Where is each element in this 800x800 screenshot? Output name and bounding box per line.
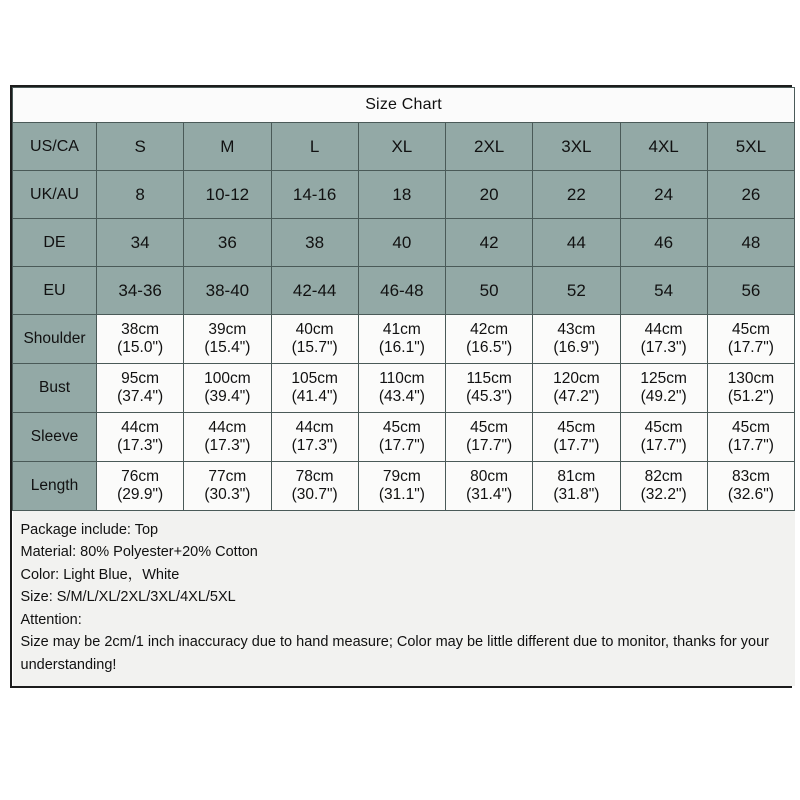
size-cell: 52 — [533, 267, 620, 315]
size-cell: 36 — [184, 219, 271, 267]
measurement-cell — [184, 413, 271, 462]
measurement-cell — [358, 315, 445, 364]
measurement-inch: (47.2") — [553, 388, 600, 405]
measurement-inch: (17.3") — [204, 437, 251, 454]
measurement-cell — [184, 462, 271, 511]
measurement-cell — [358, 413, 445, 462]
measurement-inch: (45.3") — [466, 388, 513, 405]
measurement-row — [13, 364, 795, 413]
measurement-inch: (30.3") — [204, 486, 251, 503]
measurement-inch: (29.9") — [117, 486, 164, 503]
measurement-cell — [271, 364, 358, 413]
measurement-cm: 44cm — [644, 320, 683, 338]
size-system-row — [13, 171, 795, 219]
note-line: Color: Light Blue，White — [20, 566, 180, 583]
product-notes-row — [13, 511, 795, 687]
measurement-cm: 125cm — [640, 369, 687, 387]
measurement-cm: 120cm — [553, 369, 600, 387]
size-cell: 20 — [446, 171, 533, 219]
measurement-cm: 79cm — [382, 467, 421, 485]
measurement-cm: 110cm — [379, 369, 425, 387]
measurement-cell — [446, 315, 533, 364]
size-cell: M — [184, 123, 271, 171]
product-notes — [21, 519, 789, 676]
measurement-inch: (31.8") — [553, 486, 600, 503]
size-cell: 8 — [97, 171, 184, 219]
measurement-inch: (17.7") — [640, 437, 687, 454]
measurement-inch: (17.3") — [640, 339, 687, 356]
measurement-cell — [271, 462, 358, 511]
measurement-cell — [707, 364, 794, 413]
measurement-inch: (16.9") — [553, 339, 600, 356]
measurement-inch: (30.7") — [291, 486, 338, 503]
measurement-cell — [446, 413, 533, 462]
measurement-cm: 45cm — [731, 418, 770, 436]
measurement-cell — [707, 462, 794, 511]
measurement-inch: (15.0") — [117, 339, 164, 356]
measurement-cell — [446, 462, 533, 511]
measurement-cell — [271, 315, 358, 364]
measurement-cell — [97, 413, 184, 462]
measurement-inch: (17.3") — [117, 437, 164, 454]
measurement-inch: (17.7") — [727, 437, 774, 454]
note-line: Attention: — [20, 611, 82, 628]
measurement-cm: 82cm — [644, 467, 683, 485]
measurement-inch: (17.7") — [727, 339, 774, 356]
measurement-cm: 77cm — [208, 467, 247, 485]
size-cell: 22 — [533, 171, 620, 219]
measurement-cell — [533, 364, 620, 413]
size-cell: 26 — [707, 171, 794, 219]
measurement-cell — [620, 364, 707, 413]
measurement-cell — [184, 364, 271, 413]
measurement-inch: (15.7") — [291, 339, 338, 356]
measurement-cm: 44cm — [208, 418, 247, 436]
size-cell: 14-16 — [271, 171, 358, 219]
size-system-row — [13, 123, 795, 171]
size-cell: 34-36 — [97, 267, 184, 315]
size-system-row — [13, 267, 795, 315]
measurement-cell — [97, 462, 184, 511]
measurement-row — [13, 315, 795, 364]
size-cell: XL — [358, 123, 445, 171]
measurement-cell — [533, 315, 620, 364]
size-chart-container — [10, 85, 792, 688]
size-cell: 5XL — [707, 123, 794, 171]
note-line: Material: 80% Polyester+20% Cotton — [20, 544, 258, 561]
measurement-inch: (41.4") — [291, 388, 338, 405]
size-system-row — [13, 219, 795, 267]
measurement-cm: 38cm — [121, 320, 160, 338]
size-cell: 54 — [620, 267, 707, 315]
measurement-cell — [620, 315, 707, 364]
row-label-bust: Bust — [13, 364, 97, 413]
row-label-eu: EU — [13, 267, 97, 315]
row-label-us-ca: US/CA — [13, 123, 97, 171]
measurement-inch: (16.1") — [378, 339, 425, 356]
measurement-row — [13, 462, 795, 511]
measurement-cm: 115cm — [466, 369, 512, 387]
measurement-cm: 43cm — [557, 320, 596, 338]
measurement-inch: (17.7") — [553, 437, 600, 454]
measurement-cm: 45cm — [470, 418, 509, 436]
measurement-inch: (17.3") — [291, 437, 338, 454]
measurement-cell — [358, 364, 445, 413]
measurement-cell — [620, 413, 707, 462]
note-line: Package include: Top — [20, 522, 159, 538]
measurement-cm: 41cm — [382, 320, 421, 338]
measurement-cm: 40cm — [295, 320, 334, 338]
size-cell: 44 — [533, 219, 620, 267]
product-notes-cell — [13, 511, 795, 687]
size-cell: 34 — [97, 219, 184, 267]
measurement-inch: (43.4") — [378, 388, 425, 405]
measurement-cell — [184, 315, 271, 364]
size-cell: 3XL — [533, 123, 620, 171]
size-cell: 46-48 — [358, 267, 445, 315]
measurement-cm: 81cm — [557, 467, 596, 485]
row-label-uk-au: UK/AU — [13, 171, 97, 219]
measurement-cm: 76cm — [121, 467, 160, 485]
measurement-inch: (32.2") — [640, 486, 687, 503]
measurement-cm: 105cm — [291, 369, 338, 387]
measurement-cm: 45cm — [731, 320, 770, 338]
measurement-inch: (32.6") — [727, 486, 774, 503]
size-cell: 2XL — [446, 123, 533, 171]
measurement-inch: (49.2") — [640, 388, 687, 405]
measurement-cell — [97, 364, 184, 413]
measurement-cell — [446, 364, 533, 413]
row-label-shoulder: Shoulder — [13, 315, 97, 364]
size-cell: 10-12 — [184, 171, 271, 219]
measurement-cm: 42cm — [470, 320, 509, 338]
measurement-inch: (17.7") — [378, 437, 425, 454]
measurement-cm: 130cm — [727, 369, 775, 387]
measurement-inch: (39.4") — [204, 388, 251, 405]
measurement-cell — [97, 315, 184, 364]
measurement-cm: 95cm — [121, 369, 160, 387]
measurement-cell — [533, 462, 620, 511]
measurement-inch: (31.1") — [378, 486, 425, 503]
row-label-sleeve: Sleeve — [13, 413, 97, 462]
note-line: Size may be 2cm/1 inch inaccuracy due to hand measure; Color may be little different due to monitor, thanks for your understanding! — [20, 634, 769, 673]
chart-title-row — [13, 88, 795, 123]
measurement-inch: (15.4") — [204, 339, 251, 356]
measurement-cm: 83cm — [731, 467, 770, 485]
note-line: Size: S/M/L/XL/2XL/3XL/4XL/5XL — [20, 589, 236, 606]
measurement-cm: 100cm — [204, 369, 251, 387]
measurement-cell — [707, 413, 794, 462]
measurement-cell — [271, 413, 358, 462]
measurement-inch: (31.4") — [466, 486, 513, 503]
page-title: Size Chart — [13, 88, 795, 123]
size-cell: 4XL — [620, 123, 707, 171]
size-cell: 42-44 — [271, 267, 358, 315]
measurement-cell — [358, 462, 445, 511]
measurement-cm: 45cm — [557, 418, 596, 436]
measurement-cm: 45cm — [644, 418, 683, 436]
measurement-cm: 80cm — [470, 467, 509, 485]
measurement-row — [13, 413, 795, 462]
size-chart-table — [12, 87, 795, 686]
measurement-inch: (37.4") — [117, 388, 164, 405]
size-cell: 42 — [446, 219, 533, 267]
size-cell: 40 — [358, 219, 445, 267]
size-cell: 50 — [446, 267, 533, 315]
size-cell: 38-40 — [184, 267, 271, 315]
size-cell: 56 — [707, 267, 794, 315]
size-cell: 48 — [707, 219, 794, 267]
measurement-cell — [533, 413, 620, 462]
measurement-cm: 45cm — [382, 418, 421, 436]
size-cell: 18 — [358, 171, 445, 219]
measurement-inch: (16.5") — [466, 339, 513, 356]
measurement-cell — [707, 315, 794, 364]
row-label-de: DE — [13, 219, 97, 267]
measurement-cm: 78cm — [295, 467, 334, 485]
measurement-cell — [620, 462, 707, 511]
measurement-cm: 39cm — [208, 320, 247, 338]
size-cell: L — [271, 123, 358, 171]
size-cell: 38 — [271, 219, 358, 267]
size-cell: 24 — [620, 171, 707, 219]
measurement-cm: 44cm — [295, 418, 334, 436]
size-cell: 46 — [620, 219, 707, 267]
row-label-length: Length — [13, 462, 97, 511]
measurement-inch: (51.2") — [727, 388, 774, 405]
size-cell: S — [97, 123, 184, 171]
measurement-cm: 44cm — [121, 418, 160, 436]
measurement-inch: (17.7") — [466, 437, 513, 454]
